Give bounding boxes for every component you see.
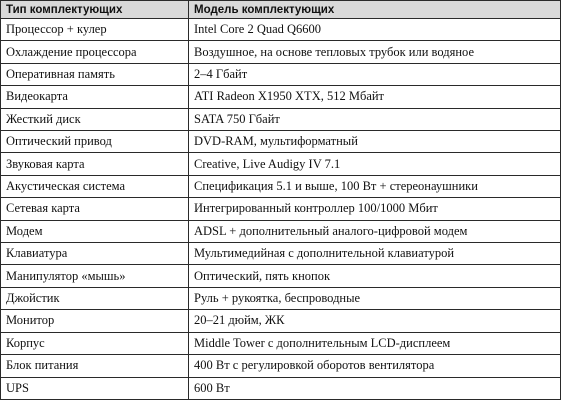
cell-component-model: 400 Вт с регулировкой оборотов вентилятора [189,355,561,377]
cell-component-type: Джойстик [1,287,189,309]
cell-component-model: 2–4 Гбайт [189,63,561,85]
table-row [1,287,561,309]
header-component-model: Модель комплектующих [189,1,561,19]
table-row [1,86,561,108]
cell-component-type: Акустическая система [1,175,189,197]
cell-component-type: Оперативная память [1,63,189,85]
cell-component-type: Оптический привод [1,131,189,153]
cell-component-type: Монитор [1,310,189,332]
cell-component-type: Манипулятор «мышь» [1,265,189,287]
cell-component-type: Звуковая карта [1,153,189,175]
table-row [1,265,561,287]
cell-component-model: Воздушное, на основе тепловых трубок или водяное [189,41,561,63]
table-row [1,153,561,175]
table-row [1,63,561,85]
table-row [1,332,561,354]
table-row [1,377,561,400]
cell-component-model: Intel Core 2 Quad Q6600 [189,19,561,41]
cell-component-type: Охлаждение процессора [1,41,189,63]
cell-component-model: 600 Вт [189,377,561,400]
table-row [1,220,561,242]
cell-component-model: Creative, Live Audigy IV 7.1 [189,153,561,175]
cell-component-model: ADSL + дополнительный аналого-цифровой модем [189,220,561,242]
table-row [1,175,561,197]
cell-component-model: Мультимедийная с дополнительной клавиатурой [189,243,561,265]
cell-component-type: Жесткий диск [1,108,189,130]
cell-component-model: Спецификация 5.1 и выше, 100 Вт + стереонаушники [189,175,561,197]
table-body [1,19,561,400]
cell-component-model: Руль + рукоятка, беспроводные [189,287,561,309]
cell-component-model: Middle Tower с дополнительным LCD-дисплеем [189,332,561,354]
cell-component-type: Модем [1,220,189,242]
table-row [1,108,561,130]
cell-component-model: Оптический, пять кнопок [189,265,561,287]
header-row [1,1,561,19]
table-row [1,131,561,153]
table-row [1,19,561,41]
table-header [1,1,561,19]
cell-component-model: ATI Radeon X1950 XTX, 512 Мбайт [189,86,561,108]
table-row [1,41,561,63]
header-component-type: Тип комплектующих [1,1,189,19]
table-row [1,243,561,265]
cell-component-model: DVD-RAM, мультиформатный [189,131,561,153]
table-row [1,198,561,220]
table-row [1,355,561,377]
cell-component-type: Корпус [1,332,189,354]
cell-component-type: Видеокарта [1,86,189,108]
cell-component-type: Процессор + кулер [1,19,189,41]
cell-component-model: 20–21 дюйм, ЖК [189,310,561,332]
cell-component-type: Клавиатура [1,243,189,265]
cell-component-type: Сетевая карта [1,198,189,220]
cell-component-model: SATA 750 Гбайт [189,108,561,130]
cell-component-model: Интегрированный контроллер 100/1000 Мбит [189,198,561,220]
table-row [1,310,561,332]
cell-component-type: UPS [1,377,189,400]
cell-component-type: Блок питания [1,355,189,377]
